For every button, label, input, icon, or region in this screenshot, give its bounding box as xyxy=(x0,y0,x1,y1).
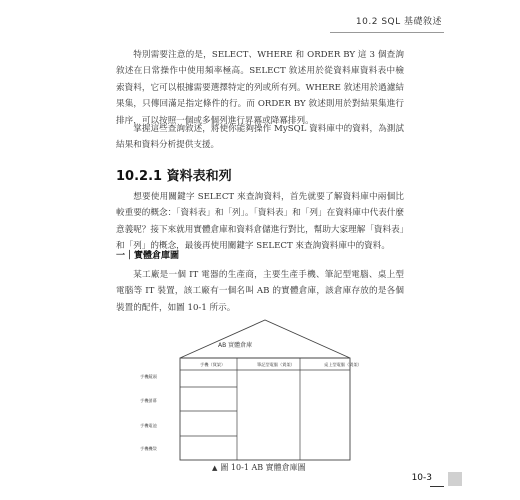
row-label-battery: 手機電池 xyxy=(140,423,157,428)
header-rule xyxy=(330,32,444,33)
figure-caption xyxy=(212,462,306,473)
paragraph-factory: 某工廠是一個 IT 電器的生產商，主要生產手機、筆記型電腦、桌上型電腦等 IT 裝置，該工廠有一個名叫 AB 的實體倉庫，該倉庫存放的是各個裝置的配件，如圖 10-1 所示。 xyxy=(116,270,404,313)
row-label-case: 手機機殼 xyxy=(140,446,157,451)
caption-text: 圖 10-1 AB 實體倉庫圖 xyxy=(220,463,306,472)
subsection-title: 一｜實體倉庫圖 xyxy=(116,251,180,261)
warehouse-body xyxy=(180,358,350,460)
paragraph-table-and-column: 想要使用關鍵字 SELECT 來查詢資料，首先就要了解資料庫中兩個比較重要的概念：「資料表」和「列」。「資料表」和「列」在資料庫中代表什麼意義呢？接下來就用實體倉庫和資料倉儲進行對比，幫助大家理解「資料表」和「列」的概念，最後再使用關鍵字 SELECT 來查詢資料庫中的資料。 xyxy=(116,192,404,252)
shelf-header-laptop: 筆記型電腦（貨架） xyxy=(257,362,295,367)
running-header: 10.2 SQL 基礎敘述 xyxy=(355,17,442,27)
warehouse-diagram xyxy=(140,318,390,464)
row-label-screen: 手機螢幕 xyxy=(140,398,157,403)
warehouse-name-label: AB 實體倉庫 xyxy=(218,342,253,349)
section-title: 10.2.1 資料表和列 xyxy=(116,169,232,184)
paragraph-mastery: 掌握這些查詢敘述，將使你能夠操作 MySQL 資料庫中的資料，為測試結果和資料分析提供支援。 xyxy=(116,124,404,151)
triangle-marker-icon: ▲ xyxy=(212,464,218,472)
paragraph-select-where-orderby: 特別需要注意的是，SELECT、WHERE 和 ORDER BY 這 3 個查詢敘述在日常操作中使用頻率極高。SELECT 敘述用於從資料庫資料表中檢索資料，它可以根據需要選擇特定的列或所有列。WHERE 敘述用於過濾結果集，只傳回滿足指定條件的行。而 ORDER BY 敘述則用於對結果集進行排序，可以按照一個或多個列進行昇冪或降冪排列。 xyxy=(116,50,404,126)
page-number: 10-3 xyxy=(411,473,432,483)
row-label-lens: 手機鏡頭 xyxy=(140,374,157,379)
warehouse-roof xyxy=(180,320,350,358)
shelf-header-phone: 手機（貨架） xyxy=(200,362,226,367)
page-number-rule xyxy=(430,486,444,487)
warehouse-drawing xyxy=(140,318,390,464)
shelf-header-desktop: 桌上型電腦（貨架） xyxy=(324,362,362,367)
chapter-side-tab xyxy=(448,472,462,486)
